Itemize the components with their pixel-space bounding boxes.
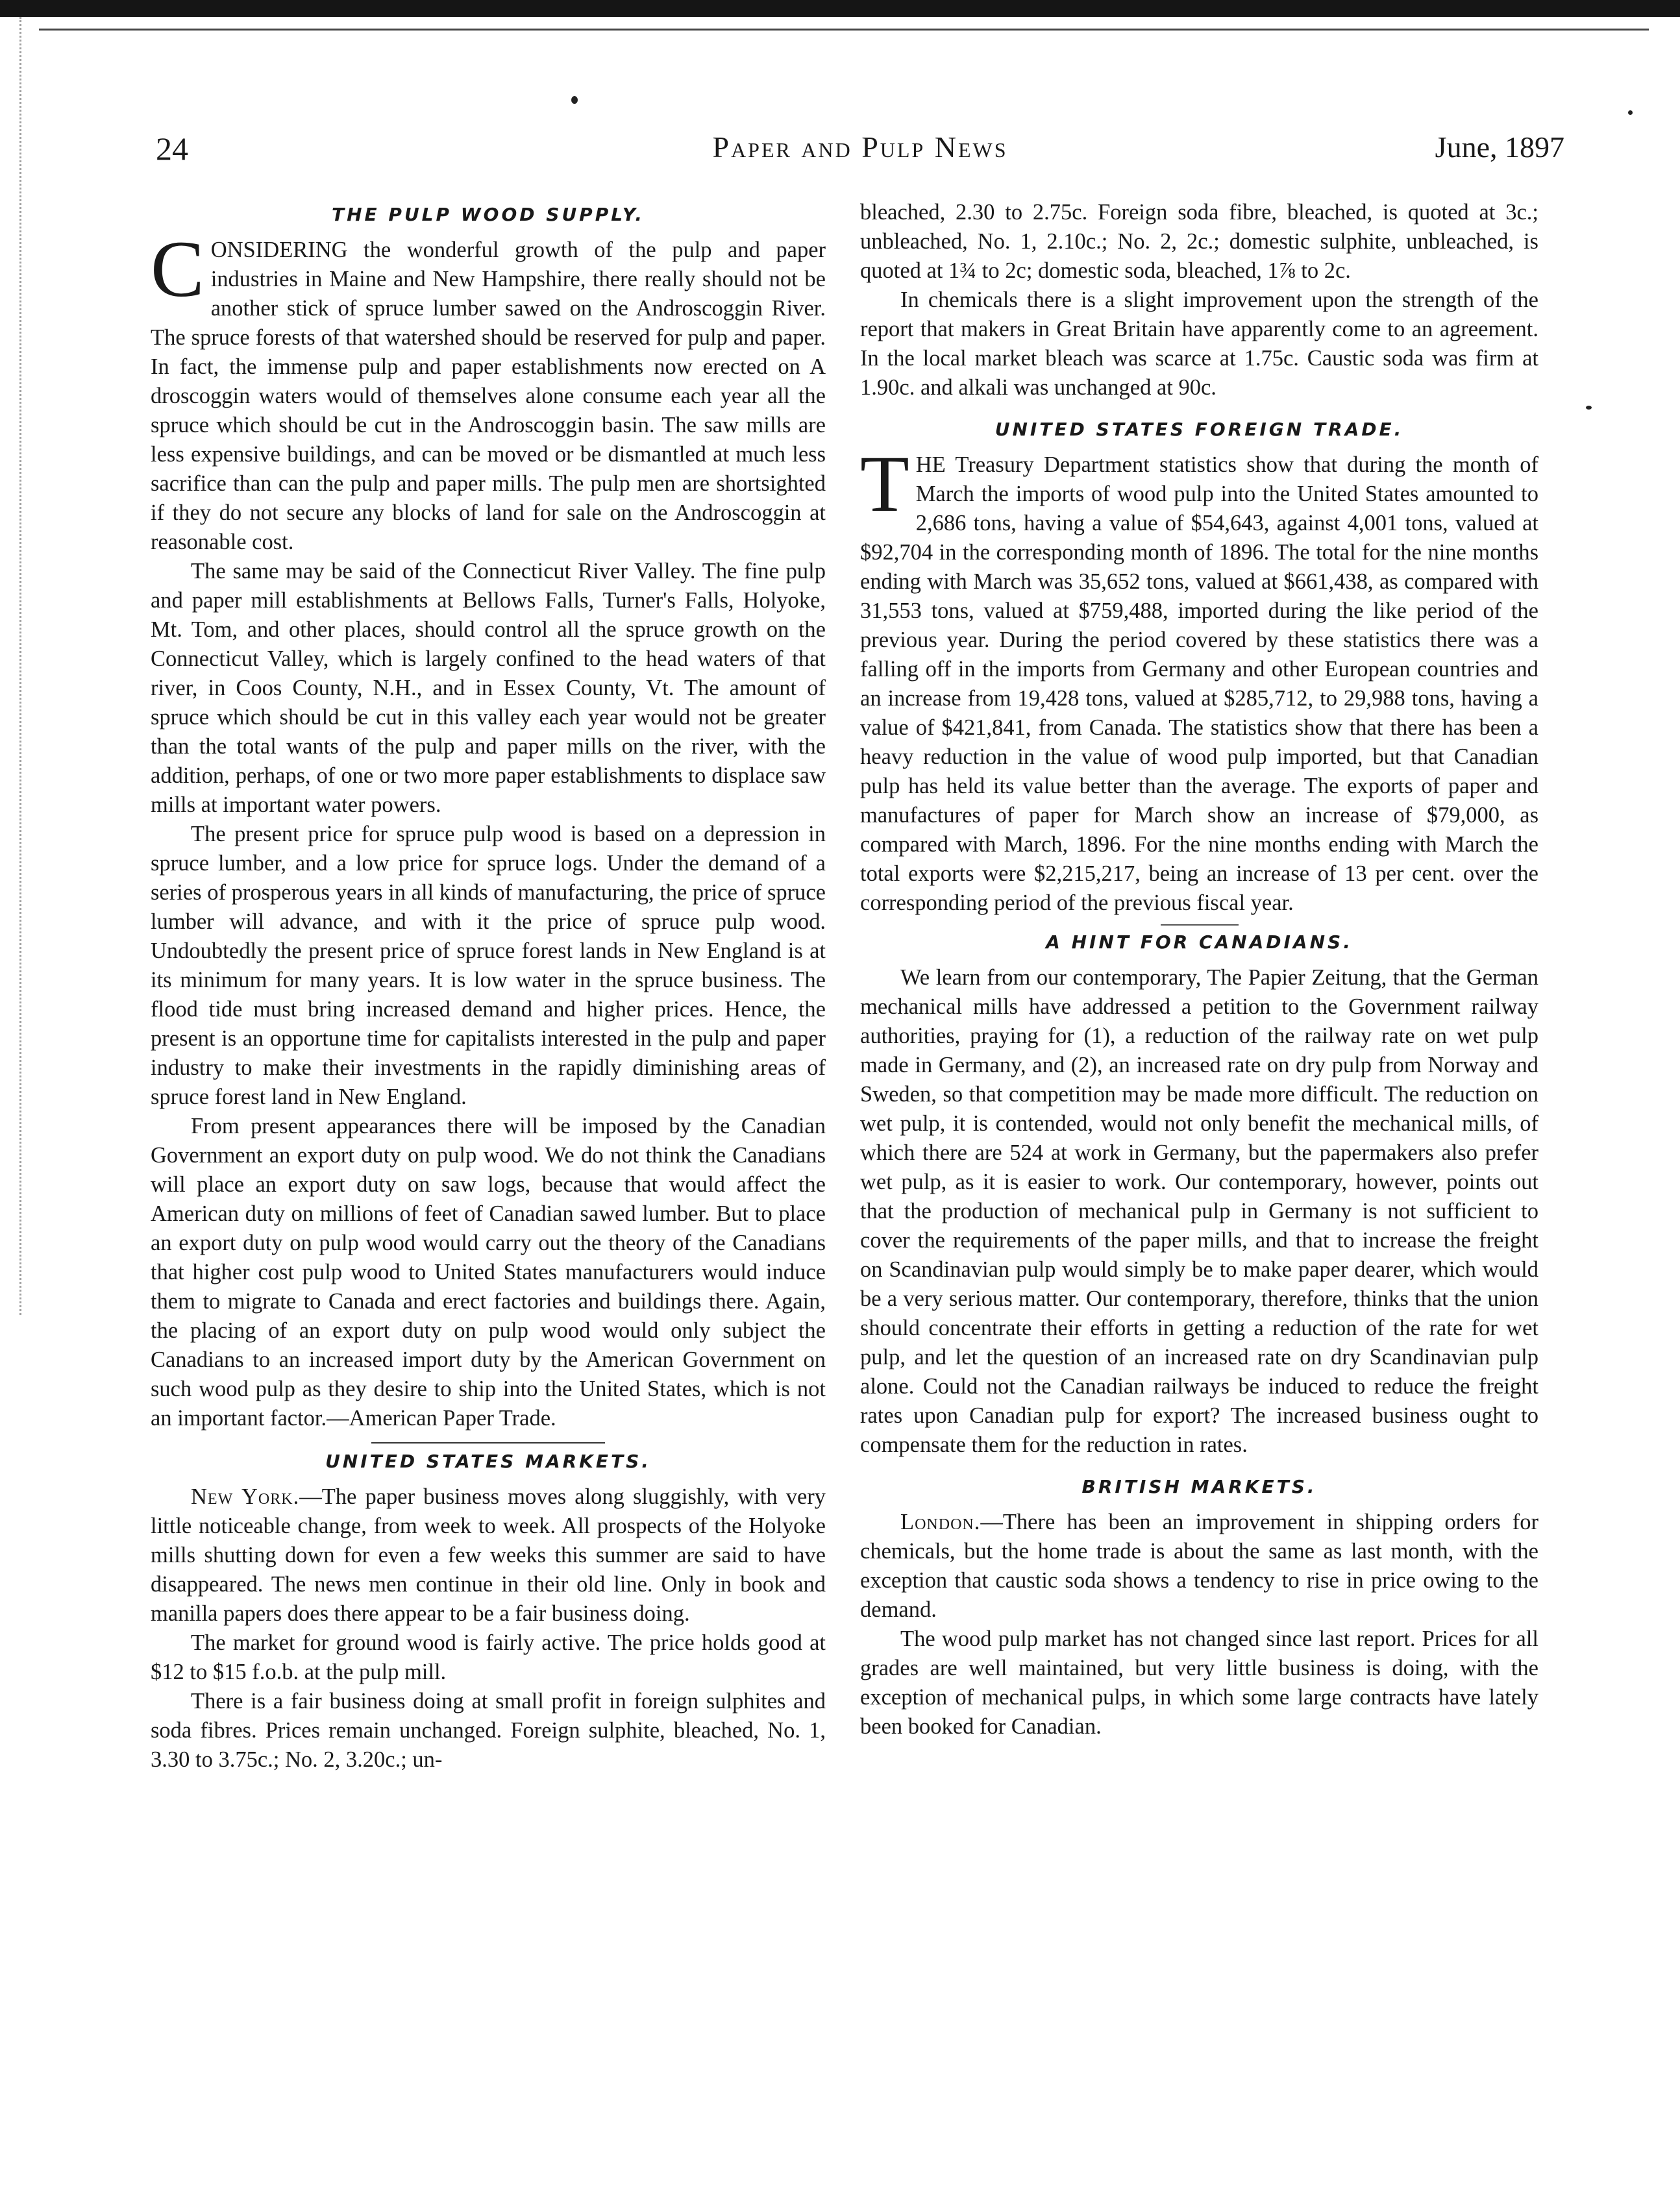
article-paragraph — [151, 225, 826, 557]
article-paragraph — [151, 1482, 826, 1628]
page-number: 24 — [156, 130, 188, 167]
article-paragraph — [860, 1508, 1538, 1625]
publication-title: Paper and Pulp News — [712, 130, 1008, 164]
article-heading: BRITISH MARKETS. — [1081, 1476, 1317, 1497]
ink-speck — [1628, 110, 1633, 115]
article-heading: A HINT FOR CANADIANS. — [1046, 931, 1353, 953]
article-paragraph: bleached, 2.30 to 2.75c. Foreign soda fibre, bleached, is quoted at 3c.; unbleached, No. 1, 2.10c.; No. 2, 2c.; domestic sulphite, unbleached, is quoted at 1¾ to 2c; domestic soda, bleached, 1⅞ to 2c. — [860, 200, 1538, 283]
article-paragraph: The market for ground wood is fairly active. The price holds good at $12 to $15 f.o.b. at the pulp mill. — [151, 1630, 826, 1684]
article-paragraph: The present price for spruce pulp wood is based on a depression in spruce lumber, and a low price for spruce logs. Under the demand of a series of prosperous years in all kinds of manufacturing, the price of spruce lumber will advance, and with it the price of spruce pulp wood. Undoubtedly the present price of spruce forest lands in New England is at its minimum for many years. It is low water in the spruce business. The flood tide must bring increased demand and higher prices. Hence, the present is an opportune time for capitalists interested in the pulp and paper industry to make their investments in the rapidly diminishing areas of spruce forest land in New England. — [151, 822, 826, 1109]
page-header — [156, 130, 1564, 175]
paragraph-text: HE Treasury Department statistics show that during the month of March the imports of wood pulp into the United States amounted to 2,686 tons, having a value of $54,643, against 4,001 tons, valued at $92,704 in the corresponding month of 1896. The total for the nine months ending with March was 35,652 tons, valued at $661,438, as compared with 31,553 tons, valued at $759,488, imported during the like period of the previous year. During the period covered by these statistics there was a falling off in the imports from Germany and other European countries and an increase from 19,428 tons, valued at $285,712, to 29,988 tons, having a value of $421,841, from Canada. The statistics show that there has been a heavy reduction in the value of wood pulp imported, but that Canadian pulp has held its value better than the average. The exports of paper and manufactures of paper for March show an increase of $79,000, as compared with March, 1896. For the nine months ending with March the total exports were $2,215,217, being an increase of 13 per cent. over the corresponding period of the previous fiscal year. — [860, 452, 1538, 915]
article-heading: UNITED STATES MARKETS. — [325, 1451, 651, 1472]
top-thin-rule — [39, 29, 1649, 31]
article-paragraph: From present appearances there will be imposed by the Canadian Government an export duty on pulp wood. We do not think the Canadians will place an export duty on saw logs, because that would affect the American duty on millions of feet of Canadian sawed lumber. But to place an export duty on pulp wood would carry out the theory of the Canadians that higher cost pulp wood to United States manufacturers would induce them to migrate to Canada and erect factories and buildings there. Again, the placing of an export duty on pulp wood would only subject the Canadians to an increased import duty by the American Government on such wood pulp as they desire to ship into the United States, which is not an important factor.—American Paper Trade. — [151, 1114, 826, 1431]
paragraph-text: —There has been an improvement in shipping orders for chemicals, but the home trade is about the same as last month, with the exception that caustic soda shows a tendency to rise in price owing to the demand. — [860, 1510, 1538, 1622]
article-paragraph — [860, 439, 1538, 918]
dateline: London. — [900, 1510, 981, 1534]
ink-speck — [571, 96, 578, 104]
article-paragraph: In chemicals there is a slight improvement upon the strength of the report that makers in Great Britain have apparently come to an agreement. In the local market bleach was scarce at 1.75c. Caustic soda was firm at 1.90c. and alkali was unchanged at 90c. — [860, 288, 1538, 400]
article-heading: UNITED STATES FOREIGN TRADE. — [994, 419, 1404, 440]
right-column — [860, 198, 1538, 1741]
article-paragraph: There is a fair business doing at small profit in foreign sulphites and soda fibres. Prices remain unchanged. Foreign sulphite, bleached, No. 1, 3.30 to 3.75c.; No. 2, 3.20c.; un- — [151, 1689, 826, 1772]
drop-cap: C — [151, 225, 204, 313]
section-divider — [371, 1442, 605, 1443]
paragraph-text: —The paper business moves along sluggishly, with very little noticeable change, from week to week. All prospects of the Holyoke mills shutting down for even a few weeks this summer are said to have disappeared. The news men continue in their old line. Only in book and manilla papers does there appear to be a fair business doing. — [151, 1484, 826, 1626]
drop-cap: T — [860, 439, 909, 528]
spacer — [860, 402, 1538, 413]
article-paragraph: The wood pulp market has not changed since last report. Prices for all grades are well maintained, but very little business is doing, with the exception of mechanical pulps, in which some large contracts have lately been booked for Canadian. — [860, 1627, 1538, 1739]
dateline: New York. — [191, 1484, 300, 1509]
section-divider — [1161, 924, 1239, 926]
ink-speck — [1586, 406, 1592, 410]
left-binding-edge — [0, 17, 21, 1315]
spacer — [860, 1460, 1538, 1470]
paragraph-text: ONSIDERING the wonderful growth of the pulp and paper industries in Maine and New Hampshire, there really should not be another stick of spruce lumber sawed on the Androscoggin River. The spruce forests of that watershed should be reserved for pulp and paper. In fact, the immense pulp and paper establishments now erected on A droscoggin waters would of themselves alone consume each year all the spruce which should be cut in the Androscoggin basin. The saw mills are less expensive buildings, and can be moved or be dismantled at much less sacrifice than can the pulp and paper mills. The pulp men are shortsighted if they do not secure any blocks of land for sale on the Androscoggin at reasonable cost. — [151, 238, 826, 554]
issue-date: June, 1897 — [1435, 130, 1564, 164]
top-border-rule — [0, 0, 1680, 17]
article-paragraph: We learn from our contemporary, The Papier Zeitung, that the German mechanical mills have addressed a petition to the Government railway authorities, praying for (1), a reduction of the railway rate on wet pulp made in Germany, and (2), an increased rate on dry pulp from Norway and Sweden, so that competition may be made more difficult. The reduction on wet pulp, it is contended, would not only benefit the mechanical mills, of which there are 524 at work in Germany, but the papermakers also prefer wet pulp, as it is easier to work. Our contemporary, however, points out that the production of mechanical pulp in Germany is not sufficient to cover the requirements of the paper mills, and that to increase the freight on Scandinavian pulp would simply be to make paper dearer, which would be a very serious matter. Our contemporary, therefore, thinks that the union should concentrate their efforts in getting a reduction of the rate for wet pulp, and let the question of an increased rate on dry Scandinavian pulp alone. Could not the Canadian railways be induced to reduce the freight rates upon Canadian pulp for export? The increased business ought to compensate them for the reduction in rates. — [860, 965, 1538, 1457]
article-heading: THE PULP WOOD SUPPLY. — [332, 204, 645, 225]
left-column — [151, 198, 826, 1775]
article-paragraph: The same may be said of the Connecticut River Valley. The fine pulp and paper mill establishments at Bellows Falls, Turner's Falls, Holyoke, Mt. Tom, and other places, should control all the spruce growth on the Connecticut Valley, which is largely confined to the head waters of that river, in Coos County, N.H., and in Essex County, Vt. The amount of spruce which should be cut in this valley each year would not be greater than the total wants of the pulp and paper mills on the river, with the addition, perhaps, of one or two more paper establishments to displace saw mills at important water powers. — [151, 559, 826, 817]
